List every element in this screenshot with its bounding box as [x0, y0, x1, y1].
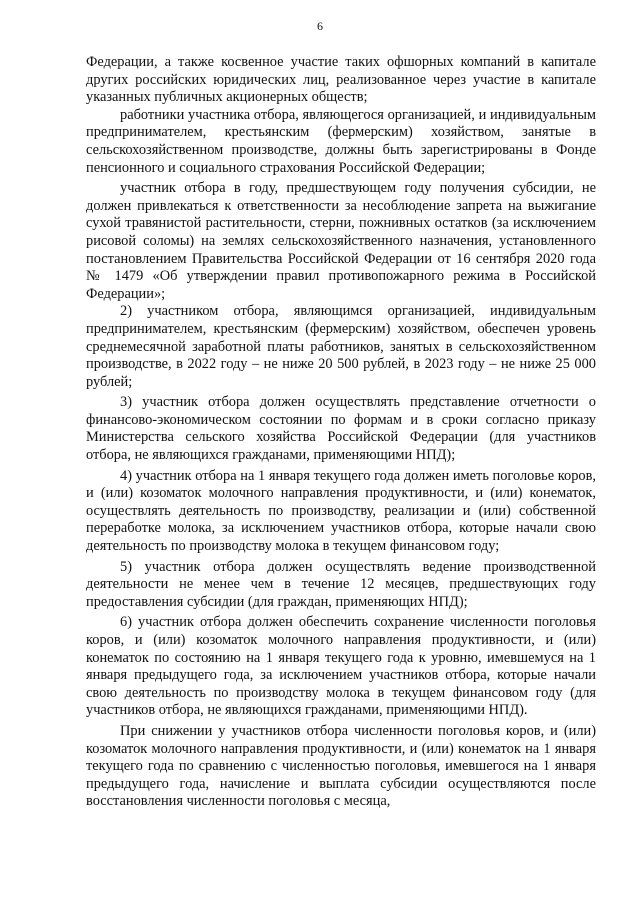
- paragraph-item-4-livestock: 4) участник отбора на 1 января текущего года должен иметь поголовье коров, и (или) козоматок молочного направления продуктивности, и (или) конематок, осуществлять деятельность по производству, реализации и (или) собственной переработке молока, за исключением участников отбора, которые начали свою деятельность по производству молока в текущем финансовом году;: [86, 467, 596, 555]
- page-number: 6: [317, 19, 323, 33]
- paragraph-item-3-reporting: 3) участник отбора должен осуществлять представление отчетности о финансово-экономическом состоянии по формам и в сроки согласно приказу Министерства сельского хозяйства Российской Федерации (для участников отбора, не являющихся гражданами, применяющими НПД);: [86, 394, 596, 464]
- paragraph-item-6-herd-size: 6) участник отбора должен обеспечить сохранение численности поголовья коров, и (или) козоматок молочного направления продуктивности, и (или) конематок по состоянию на 1 января текущего года к уровню, имевшемуся на 1 января предыдущего года, за исключением участников отбора, которые начали свою деятельность по производству молока в текущем финансовом году (для участников отбора, не являющихся гражданами, применяющими НПД).: [86, 614, 596, 719]
- document-body: [86, 54, 596, 811]
- paragraph-burning-ban: участник отбора в году, предшествующем году получения субсидии, не должен привлекаться к ответственности за несоблюдение запрета на выжигание сухой травянистой растительности, стерни, пожнивных остатков (за исключением рисовой соломы) на землях сельскохозяйственного назначения, установленного постановлением Правительства Российской Федерации от 16 сентября 2020 года № 1479 «Об утверждении правил противопожарного режима в Российской Федерации»;: [86, 180, 596, 302]
- paragraph-herd-reduction: При снижении у участников отбора численности поголовья коров, и (или) козоматок молочного направления продуктивности, и (или) конематок на 1 января текущего года по сравнению с численностью поголовья, имевшегося на 1 января предыдущего года, начисление и выплата субсидии осуществляются после восстановления численности поголовья с месяца,: [86, 722, 596, 810]
- paragraph-item-5-activity: 5) участник отбора должен осуществлять ведение производственной деятельности не менее чем в течение 12 месяцев, предшествующих году предоставления субсидии (для граждан, применяющих НПД);: [86, 558, 596, 610]
- paragraph-employees-registration: работники участника отбора, являющегося организацией, и индивидуальным предпринимателем, крестьянским (фермерским) хозяйством, занятые в сельскохозяйственном производстве, должны быть зарегистрированы в Фонде пенсионного и социального страхования Российской Федерации;: [86, 106, 596, 176]
- paragraph-offshore-continuation: Федерации, а также косвенное участие таких офшорных компаний в капитале других российских юридических лиц, реализованное через участие в капитале указанных публичных акционерных обществ;: [86, 54, 596, 106]
- paragraph-item-2-salary: 2) участником отбора, являющимся организацией, индивидуальным предпринимателем, крестьянским (фермерским) хозяйством, обеспечен уровень среднемесячной заработной платы работников, занятых в сельскохозяйственном производстве, в 2022 году – не ниже 20 500 рублей, в 2023 году – не ниже 25 000 рублей;: [86, 303, 596, 390]
